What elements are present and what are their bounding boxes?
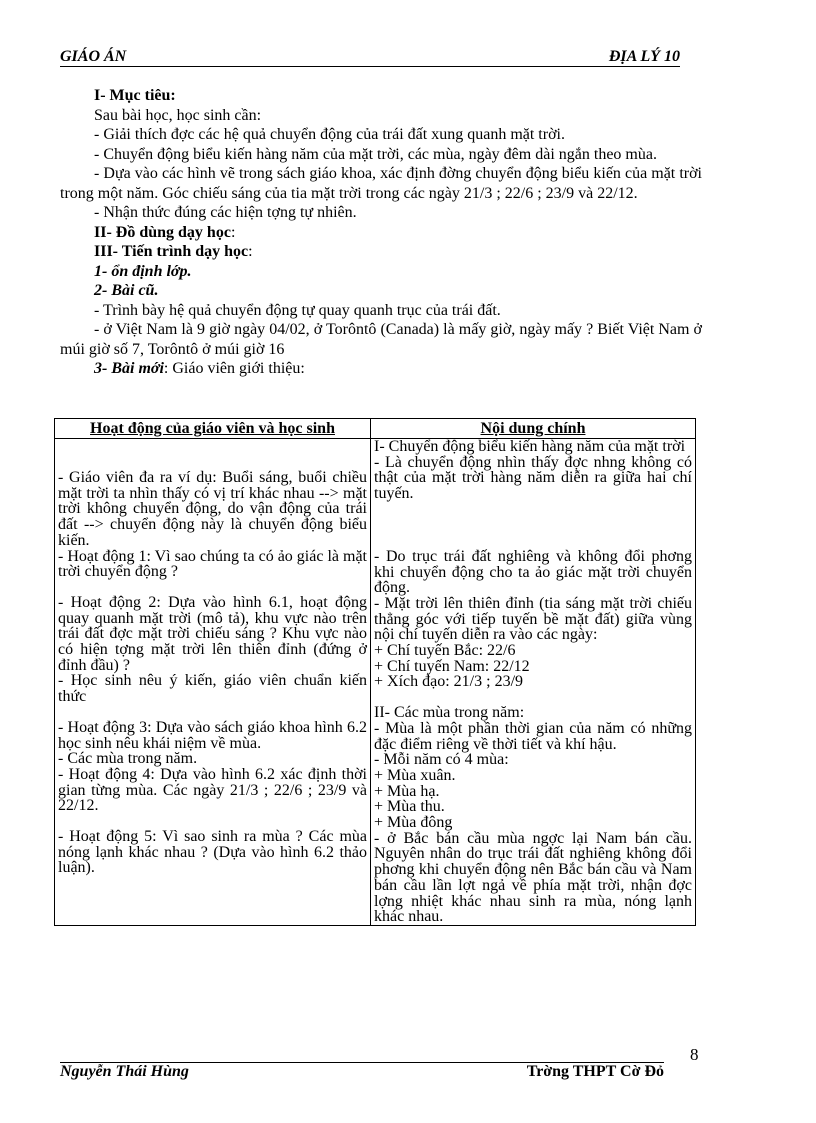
- bai-cu-item: - ở Việt Nam là 9 giờ ngày 04/02, ở Torôntô (Canada) là mấy giờ, ngày mấy ? Biết Việt Nam ở múi giờ số 7, Torôntô ở múi giờ 16: [60, 321, 702, 358]
- table-header-row: [55, 419, 696, 439]
- content-item: + Xích đạo: 21/3 ; 23/9: [374, 673, 524, 691]
- heading-tien-trinh: III- Tiến trình dạy học:: [94, 243, 253, 260]
- lesson-body: [60, 86, 702, 379]
- heading-bai-moi: 3- Bài mới: Giáo viên giới thiệu:: [94, 360, 305, 377]
- content-item: - Mỗi năm có 4 mùa:: [374, 751, 509, 769]
- heading-on-dinh: 1- ổn định lớp.: [94, 262, 192, 280]
- heading-do-dung: II- Đồ dùng dạy học:: [94, 223, 236, 241]
- goal-item: - Nhận thức đúng các hiện tợng tự nhiên.: [94, 204, 357, 221]
- heading-muc-tieu: I- Mục tiêu:: [94, 87, 176, 104]
- content-item: + Mùa hạ.: [374, 782, 440, 800]
- activity-item: - Hoạt động 2: Dựa vào hình 6.1, hoạt động quay quanh mặt trời (mô tả), khu vực nào trên trái đất đợc mặt trời chiếu sáng ? Khu vực nào có hiện tợng mặt trời lên thiên đỉnh (đứng ở đỉnh đầu) ?: [58, 593, 367, 674]
- content-item: + Chí tuyến Bắc: 22/6: [374, 642, 516, 660]
- header-subject: GIÁO ÁN: [60, 48, 127, 65]
- content-item: - Mùa là một phần thời gian của năm có những đặc điểm riêng về thời tiết và khí hậu.: [374, 719, 692, 753]
- activity-item: - Hoạt động 3: Dựa vào sách giáo khoa hình 6.2 học sinh nêu khái niệm về mùa.: [58, 718, 367, 752]
- activity-item: - Hoạt động 5: Vì sao sinh ra mùa ? Các mùa nóng lạnh khác nhau ? (Dựa vào hình 6.2 thảo luận).: [58, 828, 367, 877]
- header-course: ĐỊA LÝ 10: [608, 48, 680, 65]
- heading-bai-cu: 2- Bài cũ.: [94, 282, 159, 299]
- footer-school: Trờng THPT Cờ Đỏ: [526, 1063, 664, 1080]
- activity-item: - Giáo viên đa ra ví dụ: Buổi sáng, buổi chiều mặt trời ta nhìn thấy có vị trí khác nhau --> mặt trời không chuyển động, do vận động của trái đất --> chuyển động này là chuyển động biểu kiến.: [58, 469, 367, 549]
- goal-item: - Chuyển động biểu kiến hàng năm của mặt trời, các mùa, ngày đêm dài ngắn theo mùa.: [94, 145, 657, 163]
- content-item: - Do trục trái đất nghiêng và không đổi phơng khi chuyển động cho ta ảo giác mặt trời chuyển động.: [374, 547, 692, 597]
- activity-item: - Học sinh nêu ý kiến, giáo viên chuẩn kiến thức: [58, 672, 367, 706]
- page-number: 8: [690, 1045, 699, 1064]
- footer-author: Nguyễn Thái Hùng: [60, 1063, 189, 1080]
- content-item: - ở Bắc bán cầu mùa ngợc lại Nam bán cầu. Nguyên nhân do trục trái đất nghiêng không đổi phơng khi chuyển động nên Bắc bán cầu và Nam bán cầu lần lợt ngả về phía mặt trời, nhận đợc lợng nhiệt khác nhau sinh ra mùa, nóng lạnh khác nhau.: [374, 829, 692, 926]
- activity-item: - Hoạt động 1: Vì sao chúng ta có ảo giác là mặt trời chuyển động ?: [58, 547, 367, 581]
- activity-item: - Hoạt động 4: Dựa vào hình 6.2 xác định thời gian từng mùa. Các ngày 21/3 ; 22/6 ; 23/9 và 22/12.: [58, 765, 367, 815]
- content-item: I- Chuyển động biểu kiến hàng năm của mặt trời: [374, 438, 686, 455]
- column-header-content: Nội dung chính: [371, 419, 696, 439]
- activity-item: - Các mùa trong năm.: [58, 750, 198, 768]
- goal-item: - Giải thích đợc các hệ quả chuyển động của trái đất xung quanh mặt trời.: [94, 126, 565, 143]
- content-item: + Mùa xuân.: [374, 766, 456, 784]
- content-item: - Là chuyển động nhìn thấy đợc nhng không có thật của mặt trời hàng năm diễn ra giữa hai chí tuyến.: [374, 453, 692, 503]
- goal-item: - Dựa vào các hình vẽ trong sách giáo khoa, xác định đờng chuyển động biểu kiến của mặt trời trong một năm. Góc chiếu sáng của tia mặt trời trong các ngày 21/3 ; 22/6 ; 23/9 và 22/12.: [60, 165, 702, 202]
- activities-cell: [55, 439, 371, 926]
- column-header-activities: Hoạt động của giáo viên và học sinh: [55, 419, 371, 439]
- page-header: [60, 46, 680, 67]
- intro-text: Sau bài học, học sinh cần:: [94, 106, 262, 124]
- content-item: - Mặt trời lên thiên đỉnh (tia sáng mặt trời chiếu thẳng góc với tiếp tuyến bề mặt đất) giữa vùng nội chí tuyến diễn ra vào các ngày:: [374, 594, 692, 644]
- lesson-table: [54, 418, 696, 926]
- content-item: + Mùa đông: [374, 814, 453, 832]
- bai-cu-item: - Trình bày hệ quả chuyển động tự quay quanh trục của trái đất.: [94, 301, 501, 319]
- table-row: [55, 439, 696, 926]
- content-cell: [371, 439, 696, 926]
- content-item: + Mùa thu.: [374, 798, 445, 816]
- content-item: + Chí tuyến Nam: 22/12: [374, 657, 530, 675]
- page-footer: [60, 1062, 664, 1080]
- content-item: II- Các mùa trong năm:: [374, 704, 525, 722]
